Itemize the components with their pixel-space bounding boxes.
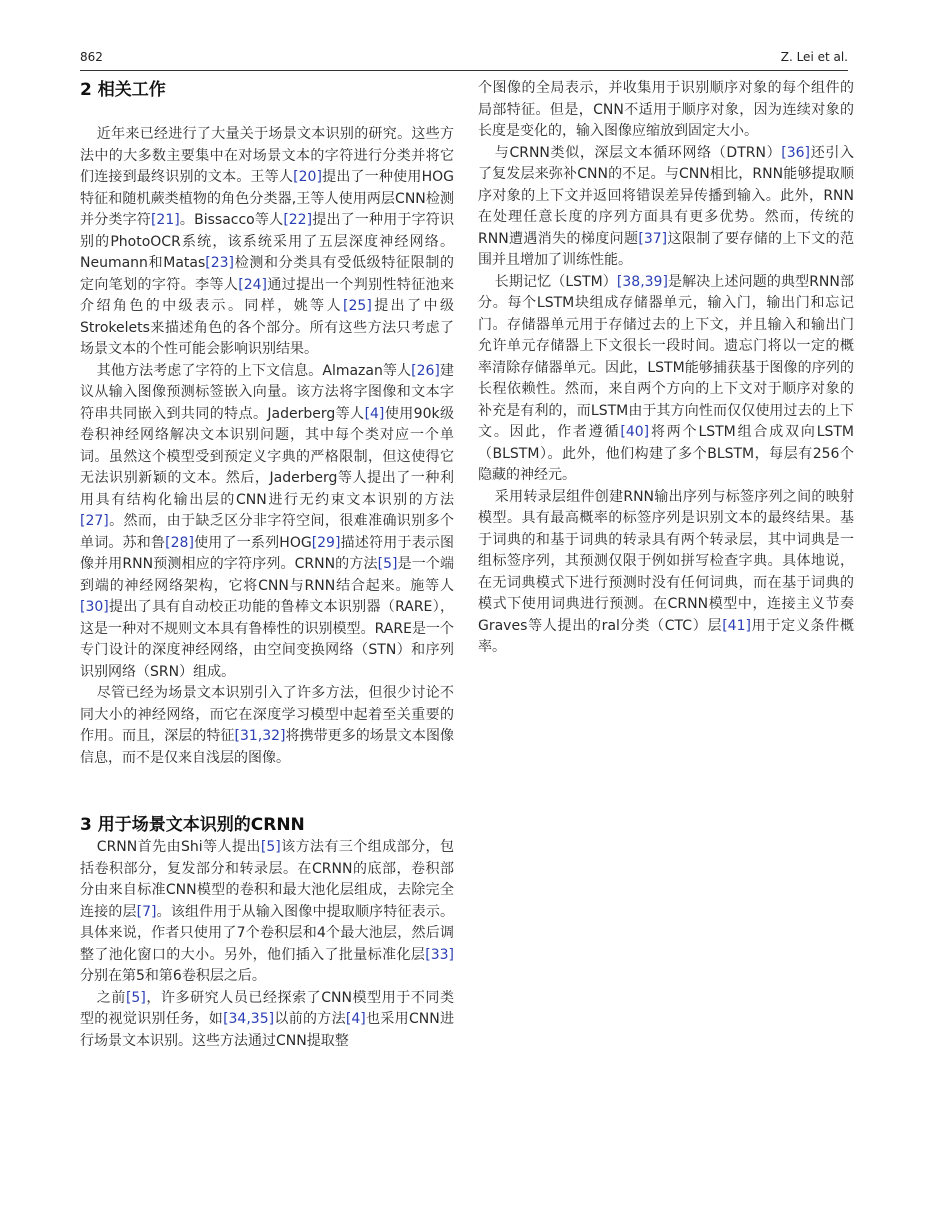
citation-link[interactable]: [5] bbox=[125, 989, 146, 1006]
citation-link[interactable]: [5] bbox=[260, 839, 281, 855]
body-text: 与CRNN类似，深层文本循环网络（DTRN） bbox=[494, 144, 782, 161]
citation-link[interactable]: [24] bbox=[238, 276, 267, 293]
body-text: 通过提出一个判别性特征池来介绍角色的中级表示。同样，姚等人 bbox=[80, 276, 455, 314]
body-text: 检测和分类具有受低级特征限制的定向笔划的字符。李等人 bbox=[80, 255, 454, 293]
body-text: 。然而，由于缺乏区分非字符空间，很难准确识别多个单词。苏和鲁 bbox=[80, 513, 454, 551]
citation-link[interactable]: [29] bbox=[311, 534, 341, 551]
citation-link[interactable]: [33] bbox=[425, 946, 454, 963]
section-3-paragraph-2 bbox=[80, 988, 454, 1053]
left-column bbox=[80, 78, 454, 1052]
citation-link[interactable]: [37] bbox=[638, 230, 668, 247]
section-2-paragraph-3 bbox=[80, 683, 454, 769]
citation-link[interactable]: [25] bbox=[343, 298, 372, 314]
section-2-paragraph-1 bbox=[80, 124, 454, 361]
citation-link[interactable]: [7] bbox=[136, 903, 157, 920]
body-text: 近年来已经进行了大量关于场景文本识别的研究。这些方法中的大多数主要集中在对场景文本的字符进行分类并将它们连接到最终识别的文本。王等人 bbox=[80, 126, 454, 185]
body-text: 个图像的全局表示，并收集用于识别顺序对象的每个组件的局部特征。但是，CNN不适用于顺序对象，因为连续对象的长度是变化的，输入图像应缩放到固定大小。 bbox=[478, 80, 854, 139]
citation-link[interactable]: [38,39] bbox=[616, 273, 668, 290]
body-text: 用于定义条件概率。 bbox=[478, 617, 854, 655]
citation-link[interactable]: [30] bbox=[80, 599, 109, 615]
citation-link[interactable]: [5] bbox=[377, 556, 398, 572]
body-text: 。Bissacco等人 bbox=[179, 212, 284, 228]
citation-link[interactable]: [40] bbox=[620, 424, 650, 440]
body-text: 采用转录层组件创建RNN输出序列与标签序列之间的映射模型。具有最高概率的标签序列是识别文本的最终结果。基于词典的和基于词典的转录具有两个转录层，其中词典是一组标签序列，其预测仅限于例如拼写检查字典。具体地说，在无词典模式下进行预测时没有任何词典，而在基于词典的模式下使用词典进行预测。在CRNN模型中，连接主义节奏Graves等人提出的ral分类（CTC）层 bbox=[478, 488, 854, 634]
body-text: 使用了一系列HOG bbox=[193, 534, 312, 551]
citation-link[interactable]: [34,35] bbox=[223, 1011, 275, 1027]
body-text: 将两个LSTM组合成双向LSTM（BLSTM）。此外，他们构建了多个BLSTM，每层有256个隐藏的神经元。 bbox=[478, 424, 855, 483]
citation-link[interactable]: [4] bbox=[364, 405, 385, 422]
body-text: CRNN首先由Shi等人提出 bbox=[96, 839, 261, 855]
citation-link[interactable]: [36] bbox=[781, 144, 811, 161]
body-text: 使用90k级卷积神经网络解决文本识别问题，其中每个类对应一个单词。虽然这个模型受到预定义字典的严格限制，但这使得它无法识别新颖的文本。然后，Jaderberg等人提出了一种利用具有结构化输出层的CNN进行无约束文本识别的方法 bbox=[80, 405, 454, 508]
body-text: 提出了一种使用HOG特征和随机蕨类植物的角色分类器,王等人使用两层CNN检测并分类字符 bbox=[80, 169, 455, 228]
body-text: 描述符用于表示图像并用RNN预测相应的字符序列。CRNN的方法 bbox=[80, 534, 454, 572]
right-paragraph-2 bbox=[478, 143, 854, 272]
body-text: 以前的方法 bbox=[274, 1011, 346, 1027]
body-text: 还引入了复发层来弥补CNN的不足。与CNN相比，RNN能够提取顺序对象的上下文并返回将错误差异传播到输入。此外，RNN在处理任意长度的序列方面具有更多优势。然而，传统的RNN遭遇消失的梯度问题 bbox=[478, 144, 854, 247]
body-text: 这限制了要存储的上下文的范围并且增加了训练性能。 bbox=[478, 230, 854, 268]
citation-link[interactable]: [28] bbox=[165, 534, 194, 551]
right-paragraph-3 bbox=[478, 272, 854, 487]
body-text: 其他方法考虑了字符的上下文信息。Almazan等人 bbox=[96, 362, 412, 379]
body-text: 之前 bbox=[96, 989, 126, 1006]
citation-link[interactable]: [23] bbox=[205, 255, 235, 271]
body-text: 分别在第5和第6卷积层之后。 bbox=[80, 968, 266, 984]
section-3-title: 3 用于场景文本识别的CRNN bbox=[80, 815, 305, 835]
running-head-authors: Z. Lei et al. bbox=[780, 50, 848, 64]
body-text: 提出了一种用于字符识别的PhotoOCR系统，该系统采用了五层深度神经网络。Neumann和Matas bbox=[80, 212, 454, 271]
body-text: 将携带更多的场景文本图像信息，而不是仅来自浅层的图像。 bbox=[80, 728, 455, 766]
section-2-paragraph-2 bbox=[80, 361, 454, 684]
body-text: 该方法有三个组成部分，包括卷积部分，复发部分和转录层。在CRNN的底部，卷积部分由来自标准CNN模型的卷积和最大池化层组成，去除完全连接的层 bbox=[80, 839, 454, 920]
body-text: 。该组件用于从输入图像中提取顺序特征表示。具体来说，作者只使用了7个卷积层和4个最大池层，然后调整了池化窗口的大小。另外，他们插入了批量标准化层 bbox=[80, 903, 455, 963]
body-text: 提出了具有自动校正功能的鲁棒文本识别器（RARE），这是一种对不规则文本具有鲁棒性的识别模型。RARE是一个专门设计的深度神经网络，由空间变换网络（STN）和序列识别网络（SRN）组成。 bbox=[80, 599, 454, 680]
citation-link[interactable]: [41] bbox=[722, 617, 751, 634]
citation-link[interactable]: [26] bbox=[411, 362, 440, 379]
body-text: 是解决上述问题的典型RNN部分。每个LSTM块组成存储器单元，输入门，输出门和忘记门。存储器单元用于存储过去的上下文，并且输入和输出门允许单元存储器上下文很长一段时间。遗忘门将以一定的概率清除存储器单元。因此，LSTM能够捕获基于图像的序列的长程依赖性。然而，来自两个方向的上下文对于顺序对象的补充是有利的，而LSTM由于其方向性而仅仅使用过去的上下文。因此，作者遵循 bbox=[478, 273, 854, 440]
citation-link[interactable]: [22] bbox=[283, 212, 313, 228]
body-text: 建议从输入图像预测标签嵌入向量。该方法将字图像和文本字符串共同嵌入到共同的特点。Jaderberg等人 bbox=[80, 362, 455, 422]
body-text: 提出了中级Strokelets来描述角色的各个部分。所有这些方法只考虑了场景文本的个性可能会影响识别结果。 bbox=[80, 298, 454, 357]
section-3-paragraph-1 bbox=[80, 837, 454, 988]
section-2-title: 2 相关工作 bbox=[80, 80, 166, 100]
right-paragraph-4 bbox=[478, 487, 854, 659]
header-rule bbox=[80, 70, 848, 71]
citation-link[interactable]: [20] bbox=[293, 169, 322, 185]
body-text: 是一个端到端的神经网络架构，它将CNN与RNN结合起来。施等人 bbox=[80, 556, 455, 594]
page-number: 862 bbox=[80, 50, 103, 64]
body-text: 尽管已经为场景文本识别引入了许多方法，但很少讨论不同大小的神经网络，而它在深度学习模型中起着至关重要的作用。而且，深层的特征 bbox=[80, 685, 454, 744]
citation-link[interactable]: [31,32] bbox=[234, 728, 286, 744]
body-text: ，许多研究人员已经探索了CNN模型用于不同类型的视觉识别任务，如 bbox=[80, 989, 454, 1027]
body-text: 长期记忆（LSTM） bbox=[494, 273, 617, 290]
right-column bbox=[478, 78, 854, 659]
citation-link[interactable]: [21] bbox=[150, 212, 180, 228]
citation-link[interactable]: [4] bbox=[345, 1011, 366, 1027]
citation-link[interactable]: [27] bbox=[80, 513, 109, 529]
right-paragraph-1 bbox=[478, 78, 854, 143]
body-text: 也采用CNN进行场景文本识别。这些方法通过CNN提取整 bbox=[80, 1011, 455, 1049]
